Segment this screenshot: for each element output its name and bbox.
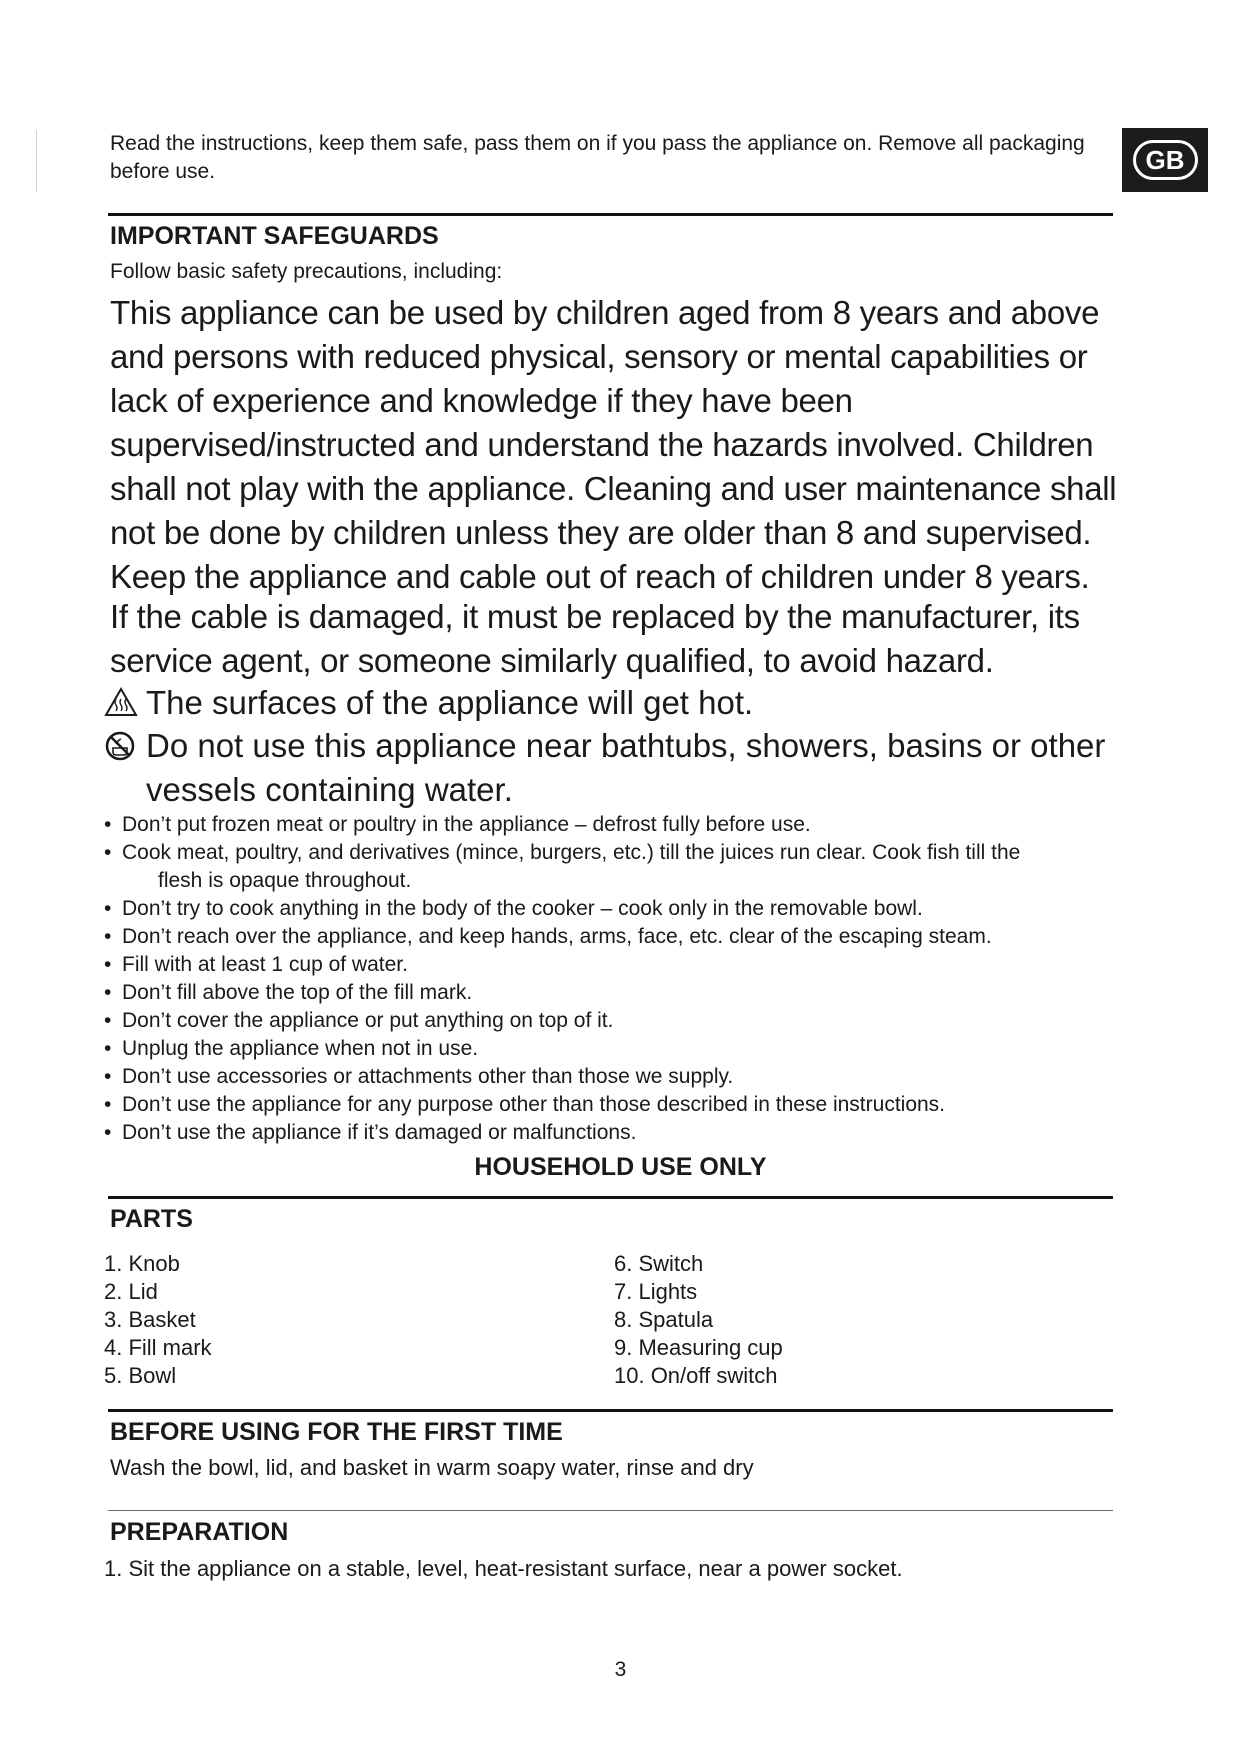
parts-item: 3. Basket [104, 1307, 196, 1332]
parts-list-right [614, 1250, 783, 1390]
hot-surface-text: The surfaces of the appliance will get hot. [146, 684, 754, 721]
cable-safety-paragraph: If the cable is damaged, it must be replaced by the manufacturer, its service agent, or someone similarly qualified, to avoid hazard. [110, 598, 1080, 679]
margin-mark [36, 130, 37, 192]
intro-text: Read the instructions, keep them safe, pass them on if you pass the appliance on. Remove all packaging before use. [110, 132, 1085, 183]
list-item: • Fill with at least 1 cup of water. [104, 951, 1114, 979]
list-item: • Don’t use accessories or attachments other than those we supply. [104, 1063, 1114, 1091]
parts-item: 1. Knob [104, 1251, 180, 1276]
list-item: • Don’t put frozen meat or poultry in the appliance – defrost fully before use. [104, 811, 1114, 839]
hot-surface-icon [104, 681, 146, 725]
parts-item: 6. Switch [614, 1251, 704, 1276]
gb-badge: GB [1133, 140, 1198, 180]
safeguards-title: IMPORTANT SAFEGUARDS [110, 222, 439, 250]
children-safety-paragraph: This appliance can be used by children aged from 8 years and above and persons with reduced physical, sensory or mental capabilities or lack of experience and knowledge if they have been supervised/instructed and understand the hazards involved. Children shall not play with the appliance. Cleaning and user maintenance shall not be done by children unless they are older than 8 and supervised. Keep the appliance and cable out of reach of children under 8 years. [110, 294, 1117, 595]
hot-surface-warning [104, 681, 1114, 725]
parts-item: 8. Spatula [614, 1307, 714, 1332]
section-divider [108, 213, 1113, 216]
safety-bullet-list [104, 811, 1114, 1147]
list-item: • Don’t try to cook anything in the body of the cooker – cook only in the removable bowl. [104, 895, 1114, 923]
list-item: • Cook meat, poultry, and derivatives (mince, burgers, etc.) till the juices run clear. Cook fish till the [104, 839, 1114, 867]
list-item: • Don’t cover the appliance or put anything on top of it. [104, 1007, 1114, 1035]
preparation-title: PREPARATION [110, 1518, 289, 1546]
list-item-continuation: flesh is opaque throughout. [158, 869, 412, 892]
list-item: • Unplug the appliance when not in use. [104, 1035, 1114, 1063]
parts-item: 2. Lid [104, 1279, 158, 1304]
list-item: • Don’t reach over the appliance, and keep hands, arms, face, etc. clear of the escaping steam. [104, 923, 1114, 951]
parts-item: 7. Lights [614, 1279, 698, 1304]
section-divider [108, 1409, 1113, 1412]
parts-item: 9. Measuring cup [614, 1335, 783, 1360]
list-item: • Don’t use the appliance for any purpose other than those described in these instructions. [104, 1091, 1114, 1119]
parts-item: 5. Bowl [104, 1363, 177, 1388]
page-number: 3 [614, 1658, 627, 1681]
first-time-text: Wash the bowl, lid, and basket in warm soapy water, rinse and dry [110, 1455, 754, 1480]
parts-item: 4. Fill mark [104, 1335, 212, 1360]
list-item: • Don’t fill above the top of the fill mark. [104, 979, 1114, 1007]
parts-title: PARTS [110, 1205, 193, 1233]
water-warning-text: Do not use this appliance near bathtubs, showers, basins or other vessels containing water. [146, 727, 1106, 808]
safeguards-subtitle: Follow basic safety precautions, including: [110, 260, 503, 283]
list-item: • Don’t use the appliance if it’s damaged or malfunctions. [104, 1119, 1114, 1147]
parts-item: 10. On/off switch [614, 1363, 778, 1388]
water-warning [104, 724, 1114, 812]
section-divider [108, 1196, 1113, 1199]
first-time-title: BEFORE USING FOR THE FIRST TIME [110, 1418, 563, 1446]
preparation-step-1: 1. Sit the appliance on a stable, level, heat-resistant surface, near a power socket. [104, 1556, 903, 1581]
no-water-icon [104, 724, 146, 812]
household-use-only: HOUSEHOLD USE ONLY [474, 1153, 767, 1181]
language-tab [1122, 128, 1208, 192]
section-divider [108, 1510, 1113, 1511]
parts-list-left [104, 1250, 212, 1390]
